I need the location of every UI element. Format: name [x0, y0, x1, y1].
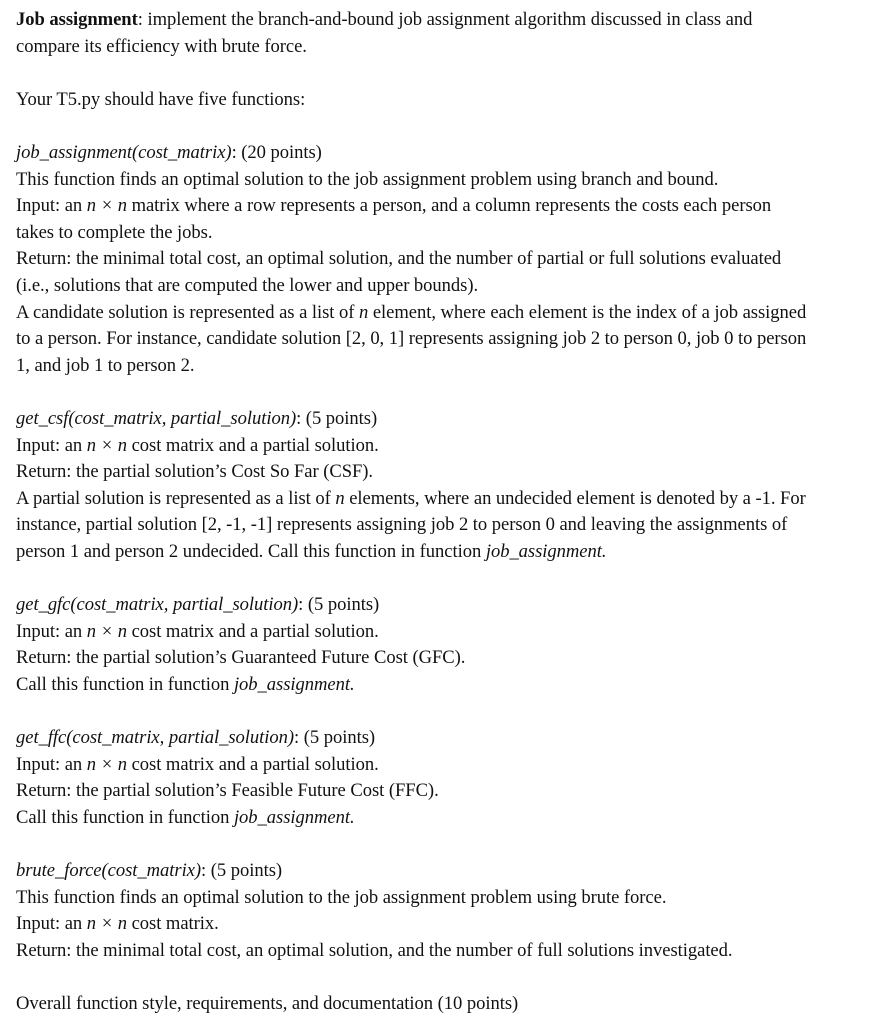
job-assignment-candidate-2: to a person. For instance, candidate solution [2, 0, 1] represents assigning job 2 to person 0, job 0 to person [16, 328, 807, 350]
get-csf-input [16, 433, 880, 460]
brute-force-points: : (5 points) [201, 860, 283, 881]
get-ffc-call [16, 805, 880, 832]
get-ffc-heading [16, 725, 880, 752]
input-prefix: Input: an [16, 195, 87, 217]
intro-line-1 [16, 7, 880, 34]
get-gfc-heading [16, 592, 880, 619]
n-math: n [335, 487, 345, 509]
overall-paragraph [16, 991, 880, 1018]
get-csf-signature: get_csf(cost_matrix, partial_solution) [16, 407, 297, 429]
get-gfc-call [16, 672, 880, 699]
lead-paragraph [16, 87, 880, 114]
call-prefix: Call this function in function [16, 806, 234, 828]
get-csf-points: : (5 points) [296, 407, 378, 429]
get-gfc-return: Return: the partial solution’s Guaranteed Future Cost (GFC). [16, 647, 466, 669]
input-suffix: cost matrix. [126, 913, 219, 935]
intro-title: Job assignment [16, 9, 138, 30]
input-prefix: Input: an [16, 913, 87, 935]
brute-force-heading [16, 858, 880, 885]
partial-line3-prefix: person 1 and person 2 undecided. Call this function in function [16, 540, 486, 562]
intro-line-2: compare its efficiency with brute force. [16, 35, 307, 57]
call-prefix: Call this function in function [16, 673, 234, 695]
job-assignment-section [16, 140, 880, 379]
get-ffc-return: Return: the partial solution’s Feasible Future Cost (FFC). [16, 780, 439, 802]
partial-prefix: A partial solution is represented as a list of [16, 487, 336, 509]
brute-force-signature: brute_force(cost_matrix) [16, 860, 202, 881]
input-prefix: Input: an [16, 753, 87, 775]
partial-line3-function: job_assignment. [485, 540, 607, 562]
input-prefix: Input: an [16, 434, 87, 456]
nxn-math: n × n [86, 434, 127, 456]
call-function: job_assignment. [233, 806, 355, 828]
job-assignment-heading [16, 140, 880, 167]
get-csf-return: Return: the partial solution’s Cost So Far (CSF). [16, 461, 374, 483]
n-math: n [359, 301, 369, 323]
get-csf-partial-3 [16, 539, 880, 566]
nxn-math: n × n [86, 753, 127, 775]
candidate-prefix: A candidate solution is represented as a list of [16, 301, 359, 323]
brute-force-desc: This function finds an optimal solution to the job assignment problem using brute force. [16, 886, 667, 908]
brute-force-input [16, 911, 880, 938]
get-gfc-input [16, 619, 880, 646]
job-assignment-points: : (20 points) [231, 141, 322, 163]
overall-text: Overall function style, requirements, and documentation (10 points) [16, 992, 519, 1014]
nxn-math: n × n [86, 913, 127, 935]
input-prefix: Input: an [16, 620, 87, 642]
input-suffix: matrix where a row represents a person, and a column represents the costs each person [126, 195, 772, 217]
call-function: job_assignment. [233, 673, 355, 695]
job-assignment-return-1: Return: the minimal total cost, an optimal solution, and the number of partial or full solutions evaluated [16, 248, 782, 270]
job-assignment-input-1 [16, 193, 880, 220]
input-suffix: cost matrix and a partial solution. [126, 434, 379, 456]
job-assignment-signature: job_assignment(cost_matrix) [16, 141, 232, 163]
intro-text-1: : implement the branch-and-bound job assignment algorithm discussed in class and [137, 9, 753, 30]
input-suffix: cost matrix and a partial solution. [126, 753, 379, 775]
brute-force-return: Return: the minimal total cost, an optimal solution, and the number of full solutions investigated. [16, 939, 733, 961]
brute-force-section [16, 858, 880, 964]
get-gfc-section [16, 592, 880, 698]
job-assignment-return-2: (i.e., solutions that are computed the lower and upper bounds). [16, 274, 479, 296]
get-csf-heading [16, 406, 880, 433]
get-gfc-signature: get_gfc(cost_matrix, partial_solution) [16, 594, 299, 616]
nxn-math: n × n [86, 620, 127, 642]
job-assignment-input-2: takes to complete the jobs. [16, 221, 213, 243]
get-ffc-signature: get_ffc(cost_matrix, partial_solution) [16, 727, 295, 749]
get-csf-partial-1 [16, 486, 880, 513]
job-assignment-desc: This function finds an optimal solution to the job assignment problem using branch and bound. [16, 168, 719, 190]
get-ffc-points: : (5 points) [294, 727, 376, 749]
intro-paragraph [16, 7, 880, 60]
lead-text: Your T5.py should have five functions: [16, 88, 306, 110]
job-assignment-candidate-3: 1, and job 1 to person 2. [16, 354, 195, 376]
nxn-math: n × n [86, 195, 127, 217]
input-suffix: cost matrix and a partial solution. [126, 620, 379, 642]
get-gfc-points: : (5 points) [298, 594, 380, 616]
partial-suffix: elements, where an undecided element is denoted by a -1. For [344, 487, 806, 509]
candidate-suffix: element, where each element is the index of a job assigned [368, 301, 807, 323]
job-assignment-candidate-1 [16, 300, 880, 327]
get-csf-section [16, 406, 880, 566]
get-ffc-input [16, 752, 880, 779]
get-ffc-section [16, 725, 880, 831]
get-csf-partial-2: instance, partial solution [2, -1, -1] represents assigning job 2 to person 0 and leaving the assignments of [16, 514, 788, 536]
